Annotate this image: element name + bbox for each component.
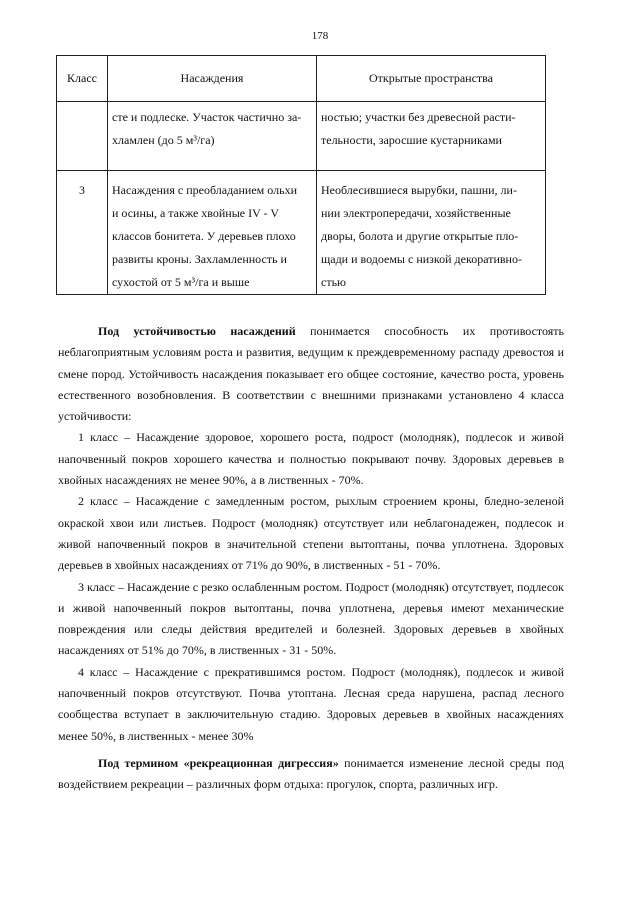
paragraph-class-1: 1 класс – Насаждение здоровое, хорошего роста, подрост (молодняк), подлесок и живой напочвенный покров хорошего качества и полностью покрывают почву. Здоровых деревьев в хвойных насаждениях не менее 90%, а в лиственных - 70%. [58,430,564,488]
table-row [57,102,546,171]
paragraph-class-2: 2 класс – Насаждение с замедленным ростом, рыхлым строением кроны, бледно-зеленой окраской хвои или листьев. Подрост (молодняк) отсутствует или неблагонадежен, подлесок и живой напочвенный покров в значительной степени вытоптаны, почва уплотнена. Здоровых деревьев в хвойных насаждениях от 71% до 90%, в лиственных - 51 - 70%. [58,494,564,573]
term-stability: Под устойчивостью насаждений [98,324,296,338]
row-open-spaces-cell: ностью; участки без древесной расти- тельности, заросшие кустарниками [317,102,546,171]
row-plantings-cell: сте и подлеске. Участок частично за- хламлен (до 5 м³/га) [108,102,317,171]
row-open-spaces-cell: Необлесившиеся вырубки, пашни, ли- нии электропередачи, хозяйственные дворы, болота и другие открытые пло- щади и водоемы с низкой декоративно- стью [317,171,546,295]
paragraph-stability-definition: Под устойчивостью насаждений понимается способность их противостоять неблагоприятным условиям роста и развития, ведущим к преждевременному распаду древостоя и смене пород. Устойчивость насаждения показывает его общее состояние, качество роста, уровень естественного возобновления. В соответствии с внешними признаками установлено 4 класса устойчивости: [58,324,564,424]
body-text [58,321,564,796]
paragraph-recreational-digression: Под термином «рекреационная дигрессия» понимается изменение лесной среды под воздействием рекреации – различных форм отдыха: прогулок, спорта, различных игр. [58,755,564,792]
paragraph-class-4: 4 класс – Насаждение с прекратившимся ростом. Подрост (молодняк), подлесок и живой напочвенный покров отсутствуют. Почва утоптана. Лесная среда нарушена, распад лесного сообщества вступает в заключительную стадию. Здоровых деревьев в хвойных насаждениях менее 50%, в лиственных - менее 30% [58,664,564,743]
header-class: Класс [57,56,108,102]
table-header-row [57,56,546,102]
row-class-cell [57,102,108,171]
row-plantings-cell: Насаждения с преобладанием ольхи и осины, а также хвойные IV - V классов бонитета. У деревьев плохо развиты кроны. Захламленность и сухостой от 5 м³/га и выше [108,171,317,295]
table-row [57,171,546,295]
header-plantings: Насаждения [108,56,317,102]
row-class-cell: 3 [57,171,108,295]
term-recreational-digression: Под термином «рекреационная дигрессия» [98,755,339,770]
classes-table [56,55,546,295]
paragraph-class-3: 3 класс – Насаждение с резко ослабленным ростом. Подрост (молодняк) отсутствует, подлесок и живой напочвенный покров вытоптаны, почва уплотнена, деревья имеют механические повреждения или следы действия вредителей и болезней. Здоровых деревьев в хвойных насаждениях от 51% до 70%, в лиственных - 31 - 50%. [58,579,564,658]
page-number: 178 [311,30,329,42]
header-open-spaces: Открытые пространства [317,56,546,102]
